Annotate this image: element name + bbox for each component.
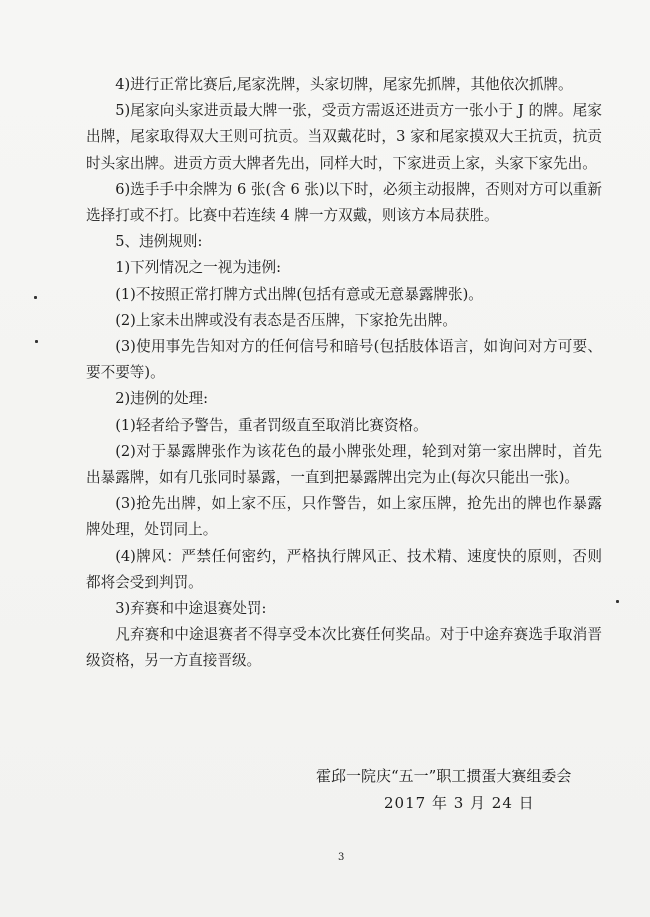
paragraph: (2)上家未出牌或没有表态是否压牌，下家抢先出牌。 <box>115 311 457 329</box>
paragraph: 5、违例规则: <box>115 233 203 251</box>
scan-mark <box>34 296 37 299</box>
paragraph: (1)轻者给予警告，重者罚级直至取消比赛资格。 <box>115 416 428 434</box>
paragraph: (4)牌风：严禁任何密约，严格执行牌风正、技术精、速度快的原则，否则都将会受到判罚。 <box>86 547 602 591</box>
paragraph: 6)选手手中余牌为 6 张(含 6 张)以下时，必须主动报牌，否则对方可以重新选择打或不打。比赛中若连续 4 牌一方双戴，则该方本局获胜。 <box>86 180 602 225</box>
paragraph: 2)违例的处理: <box>115 390 209 408</box>
paragraph: 5)尾家向头家进贡最大牌一张，受贡方需返还进贡方一张小于 J 的牌。尾家出牌，尾家取得双大王则可抗贡。当双戴花时，3 家和尾家摸双大王抗贡，抗贡时头家出牌。进贡方贡大牌者先出，同样大时，下家进贡上家，头家下家先出。 <box>86 102 602 172</box>
paragraph: 凡弃赛和中途退赛者不得享受本次比赛任何奖品。对于中途弃赛选手取消晋级资格，另一方直接晋级。 <box>86 626 602 670</box>
scan-mark <box>616 600 619 603</box>
paragraph: 1)下列情况之一视为违例: <box>115 259 282 277</box>
paragraph: (2)对于暴露牌张作为该花色的最小牌张处理，轮到对第一家出牌时，首先出暴露牌，如有几张同时暴露，一直到把暴露牌出完为止(每次只能出一张)。 <box>86 442 602 487</box>
paragraph: (3)使用事先告知对方的任何信号和暗号(包括肢体语言，如询问对方可要、要不要等)。 <box>86 338 602 382</box>
scan-mark <box>35 340 38 343</box>
document-date: 2017 年 3 月 24 日 <box>384 794 535 812</box>
page-number: 3 <box>338 852 345 863</box>
paragraph: 4)进行正常比赛后,尾家洗牌，头家切牌，尾家先抓牌，其他依次抓牌。 <box>115 76 573 93</box>
paragraph: 3)弃赛和中途退赛处罚: <box>115 600 267 618</box>
document-body <box>86 72 602 675</box>
paragraph: (1)不按照正常打牌方式出牌(包括有意或无意暴露牌张)。 <box>115 285 483 303</box>
paragraph: (3)抢先出牌，如上家不压，只作警告，如上家压牌，抢先出的牌也作暴露牌处理，处罚同上。 <box>86 495 602 539</box>
organizer-signature: 霍邱一院庆“五一”职工掼蛋大赛组委会 <box>316 767 572 785</box>
